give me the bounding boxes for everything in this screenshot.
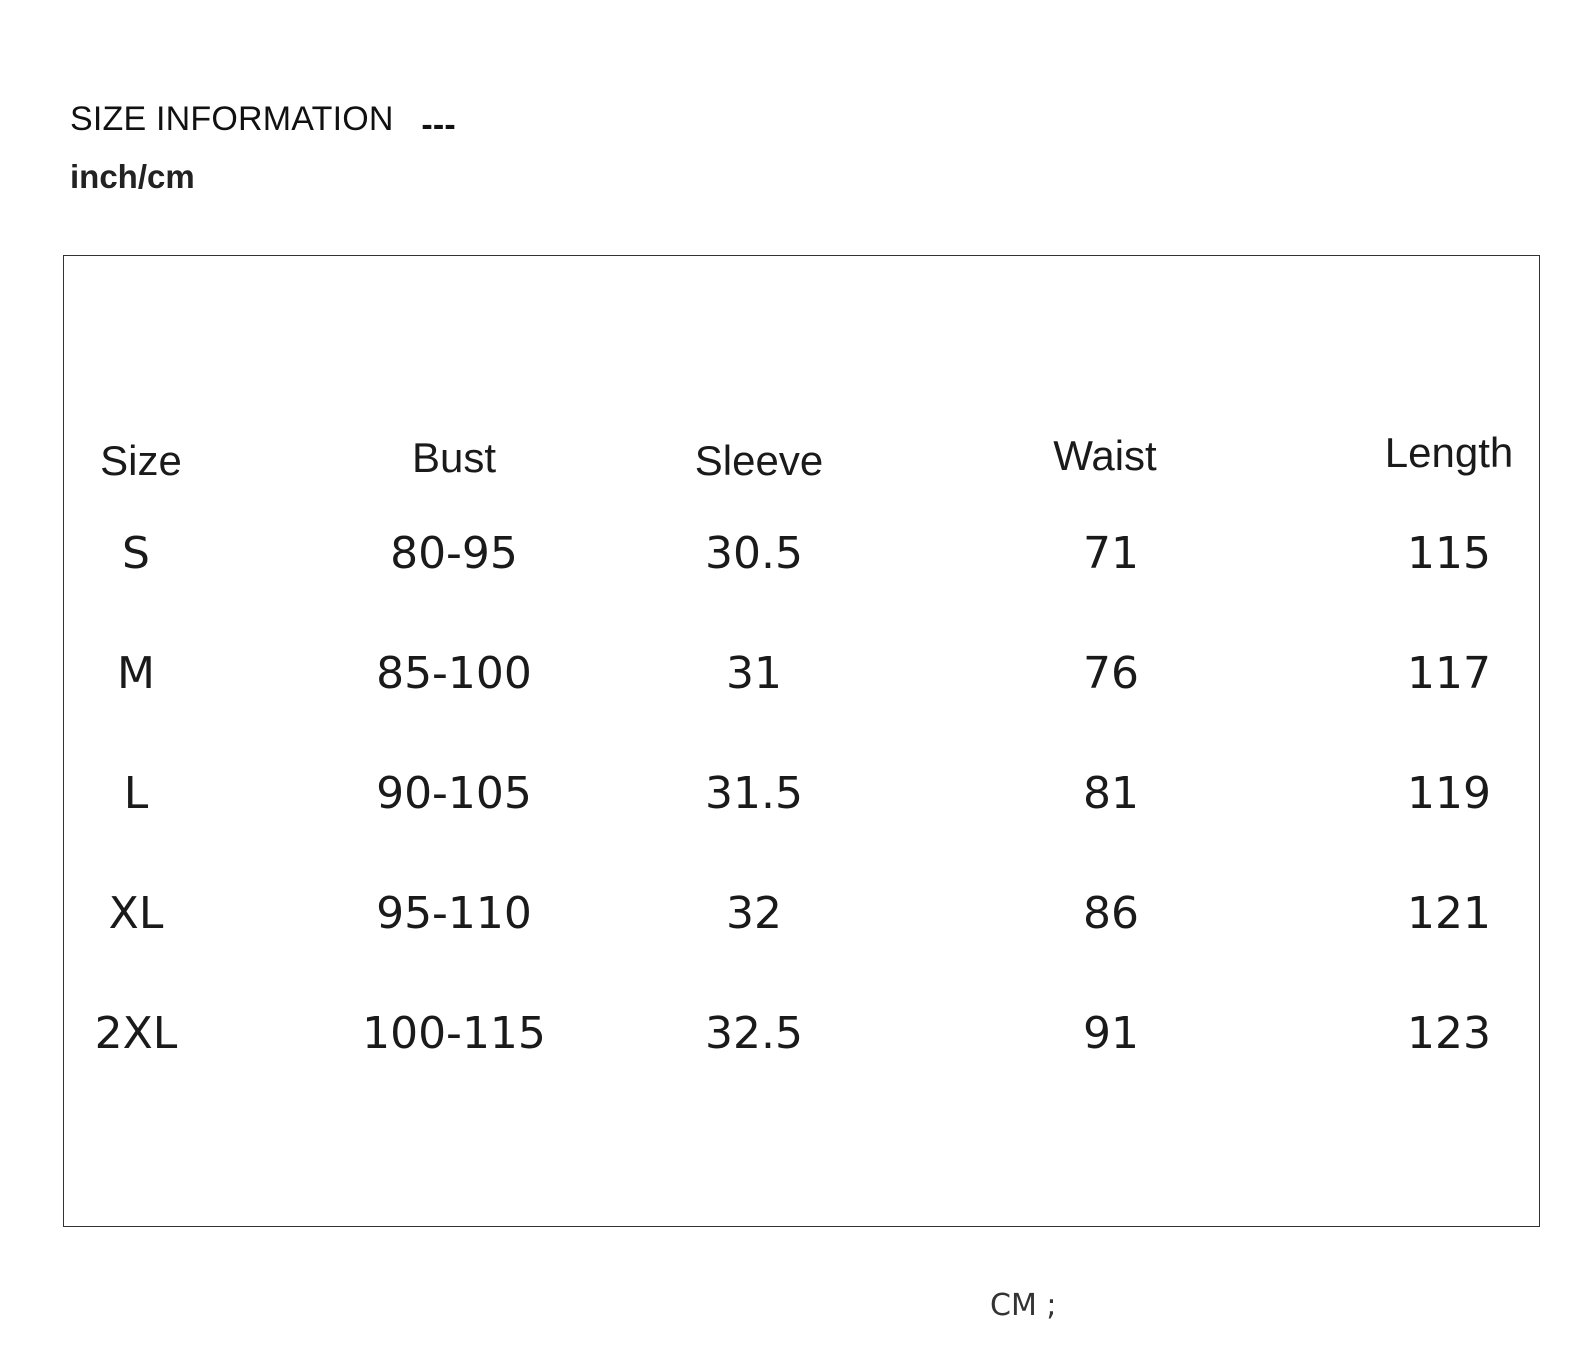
cell-sleeve: 32 [726, 888, 782, 939]
size-table [63, 255, 1540, 1227]
column-header-waist: Waist [1053, 432, 1157, 479]
column-header-bust: Bust [411, 434, 497, 481]
cell-bust: 95-110 [376, 888, 532, 939]
cell-length: 121 [1407, 888, 1491, 939]
heading-title: SIZE INFORMATION [70, 100, 394, 138]
column-header-length: Length [1384, 429, 1514, 476]
cell-size: M [117, 648, 155, 699]
cell-length: 119 [1407, 768, 1491, 819]
cell-bust: 90-105 [376, 768, 532, 819]
cell-length: 123 [1407, 1008, 1491, 1059]
cell-size: 2XL [94, 1008, 178, 1059]
cell-length: 117 [1407, 648, 1491, 699]
units-label: inch/cm [70, 158, 195, 195]
cell-waist: 71 [1083, 528, 1139, 579]
cell-waist: 81 [1083, 768, 1139, 819]
heading-dashes: --- [421, 106, 456, 144]
cell-sleeve: 31 [726, 648, 782, 699]
cell-sleeve: 32.5 [705, 1008, 803, 1059]
cell-size: S [122, 528, 150, 579]
cell-waist: 91 [1083, 1008, 1139, 1059]
column-header-size: Size [100, 437, 182, 484]
unit-footnote: CM ; [990, 1288, 1057, 1323]
cell-length: 115 [1407, 528, 1491, 579]
cell-waist: 86 [1083, 888, 1139, 939]
column-header-sleeve: Sleeve [694, 437, 824, 484]
size-information-heading [70, 100, 456, 144]
cell-sleeve: 31.5 [705, 768, 803, 819]
cell-bust: 100-115 [362, 1008, 546, 1059]
cell-bust: 85-100 [376, 648, 532, 699]
cell-size: L [123, 768, 149, 819]
cell-bust: 80-95 [390, 528, 518, 579]
cell-size: XL [108, 888, 164, 939]
cell-sleeve: 30.5 [705, 528, 803, 579]
cell-waist: 76 [1083, 648, 1139, 699]
